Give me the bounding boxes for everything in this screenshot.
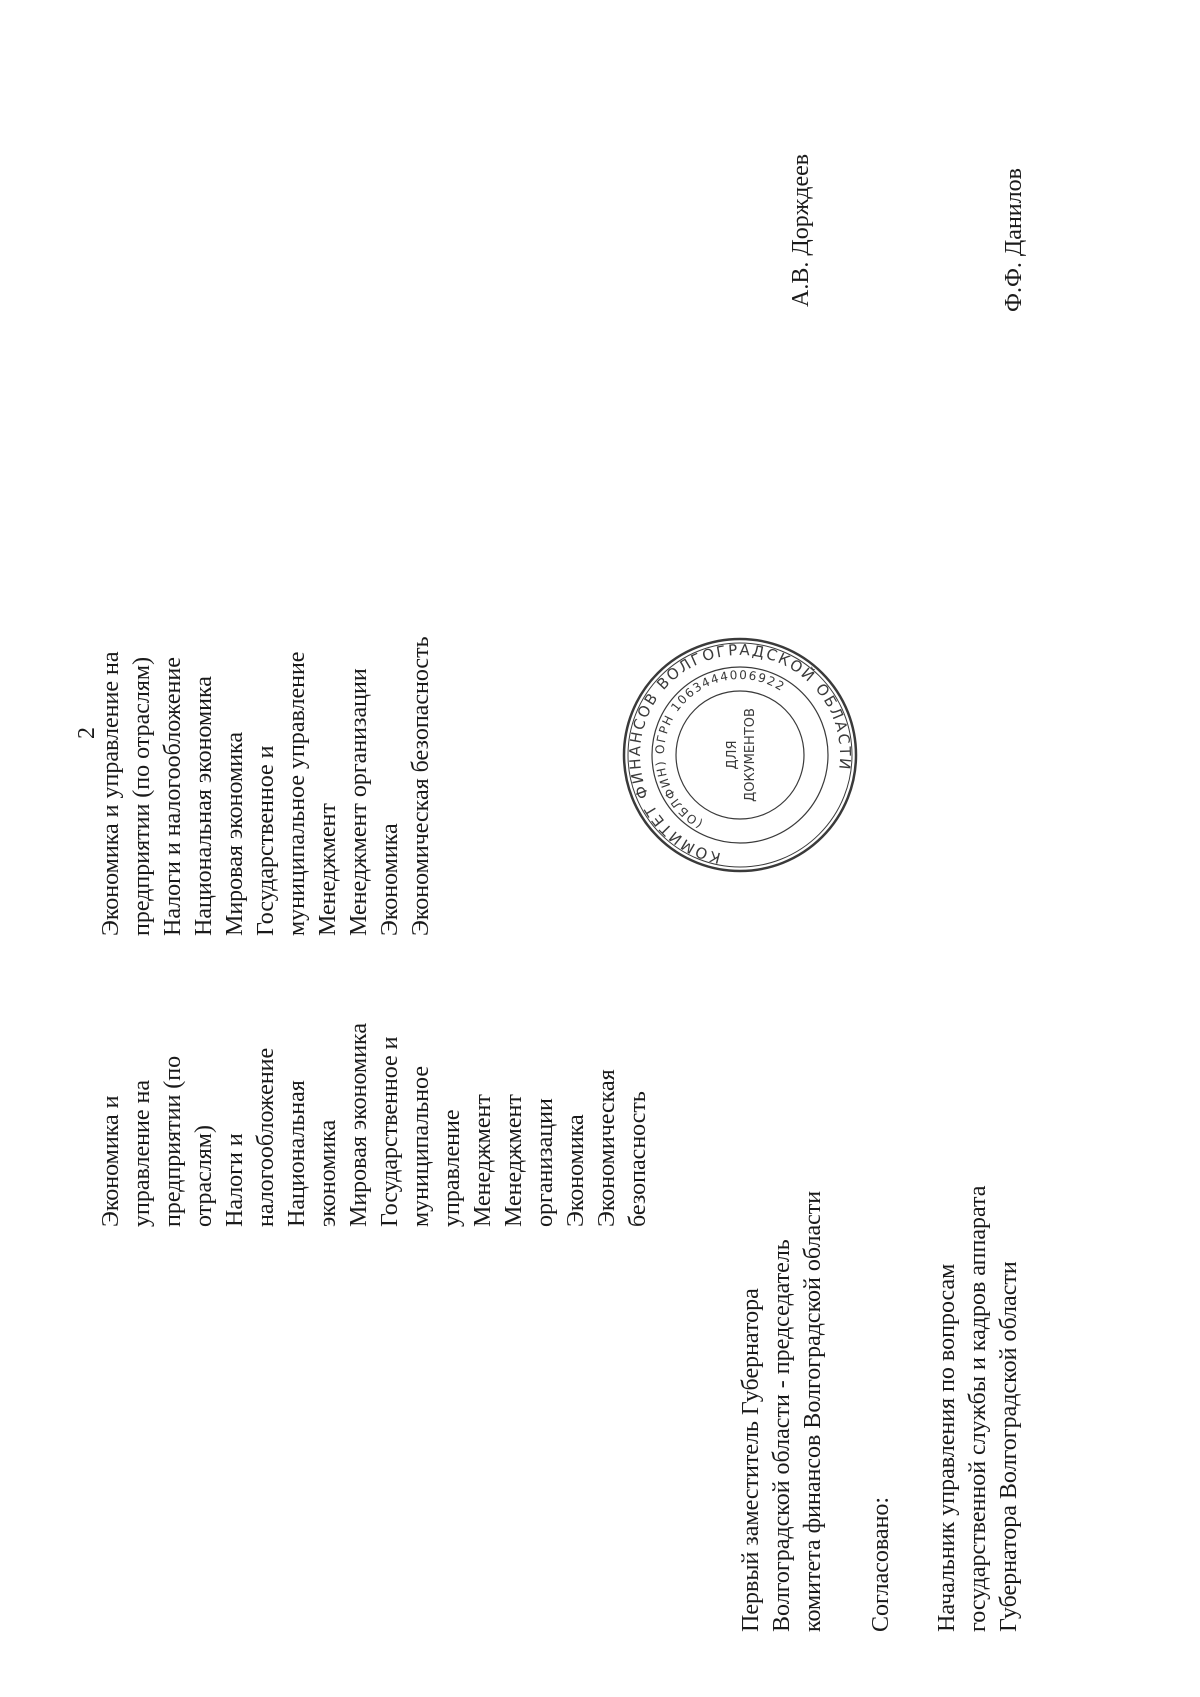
- left-column-line: Экономическая: [594, 1069, 620, 1227]
- signatory-1-title-line: Волгоградской области - председатель: [769, 1239, 795, 1632]
- left-column-line: Государственное и: [377, 1036, 403, 1227]
- stamp-center-line-1: ДЛЯ: [725, 740, 740, 770]
- left-column-line: Экономика: [563, 1114, 589, 1227]
- stamp-inner-text: (ОБЛФИН) ОГРН 1063444006922: [652, 667, 788, 832]
- signatory-1-title-line: комитета финансов Волгоградской области: [800, 1190, 826, 1632]
- right-column-line: предприятии (по отраслям): [129, 656, 155, 936]
- left-column-line: муниципальное: [408, 1066, 434, 1227]
- right-column-line: Менеджмент организации: [346, 668, 372, 936]
- left-column-line: организации: [532, 1098, 558, 1227]
- signatory-1-name: А.В. Дорждеев: [788, 153, 814, 307]
- left-column: [96, 907, 654, 1227]
- right-column-line: Менеджмент: [315, 803, 341, 936]
- right-column-line: Национальная экономика: [191, 676, 217, 936]
- left-column-line: управление на: [129, 1080, 155, 1227]
- signatory-2-title-line: Губернатора Волгоградской области: [996, 1261, 1022, 1632]
- left-column-line: Менеджмент: [501, 1094, 527, 1227]
- left-column-line: Национальная: [284, 1080, 310, 1227]
- official-stamp: [620, 635, 860, 875]
- right-column-line: Налоги и налогообложение: [160, 657, 186, 936]
- right-column-line: Государственное и: [253, 745, 279, 936]
- right-column-line: муниципальное управление: [284, 651, 310, 936]
- right-column-line: Экономика: [377, 823, 403, 936]
- right-column-line: Мировая экономика: [222, 732, 248, 936]
- signatory-2-name: Ф.Ф. Данилов: [1001, 168, 1027, 312]
- signatory-1-title-line: Первый заместитель Губернатора: [738, 1288, 764, 1632]
- left-column-line: налогообложение: [253, 1047, 279, 1227]
- stamp-center-line-2: ДОКУМЕНТОВ: [743, 708, 758, 802]
- stamp-outer-text: КОМИТЕТ ФИНАНСОВ ВОЛГОГРАДСКОЙ ОБЛАСТИ: [625, 640, 855, 868]
- left-column-line: Экономика и: [98, 1095, 124, 1227]
- signatory-2-title-line: Начальник управления по вопросам: [934, 1263, 960, 1632]
- signatory-2-title: [932, 732, 1025, 1632]
- left-column-line: предприятии (по: [160, 1055, 186, 1227]
- right-column-line: Экономическая безопасность: [408, 636, 434, 936]
- agreed-label: Согласовано:: [868, 1496, 894, 1632]
- right-column: [96, 296, 437, 936]
- stamp-seal: [620, 635, 860, 875]
- left-column-line: безопасность: [625, 1091, 651, 1227]
- left-column-line: отраслям): [191, 1125, 217, 1227]
- left-column-line: Мировая экономика: [346, 1023, 372, 1227]
- left-column-line: управление: [439, 1109, 465, 1227]
- right-column-line: Экономика и управление на: [98, 651, 124, 936]
- left-column-line: Налоги и: [222, 1133, 248, 1227]
- left-column-line: Менеджмент: [470, 1094, 496, 1227]
- signatory-2-title-line: государственной службы и кадров аппарата: [965, 1185, 991, 1632]
- page-number: 2: [74, 727, 100, 739]
- left-column-line: экономика: [315, 1119, 341, 1227]
